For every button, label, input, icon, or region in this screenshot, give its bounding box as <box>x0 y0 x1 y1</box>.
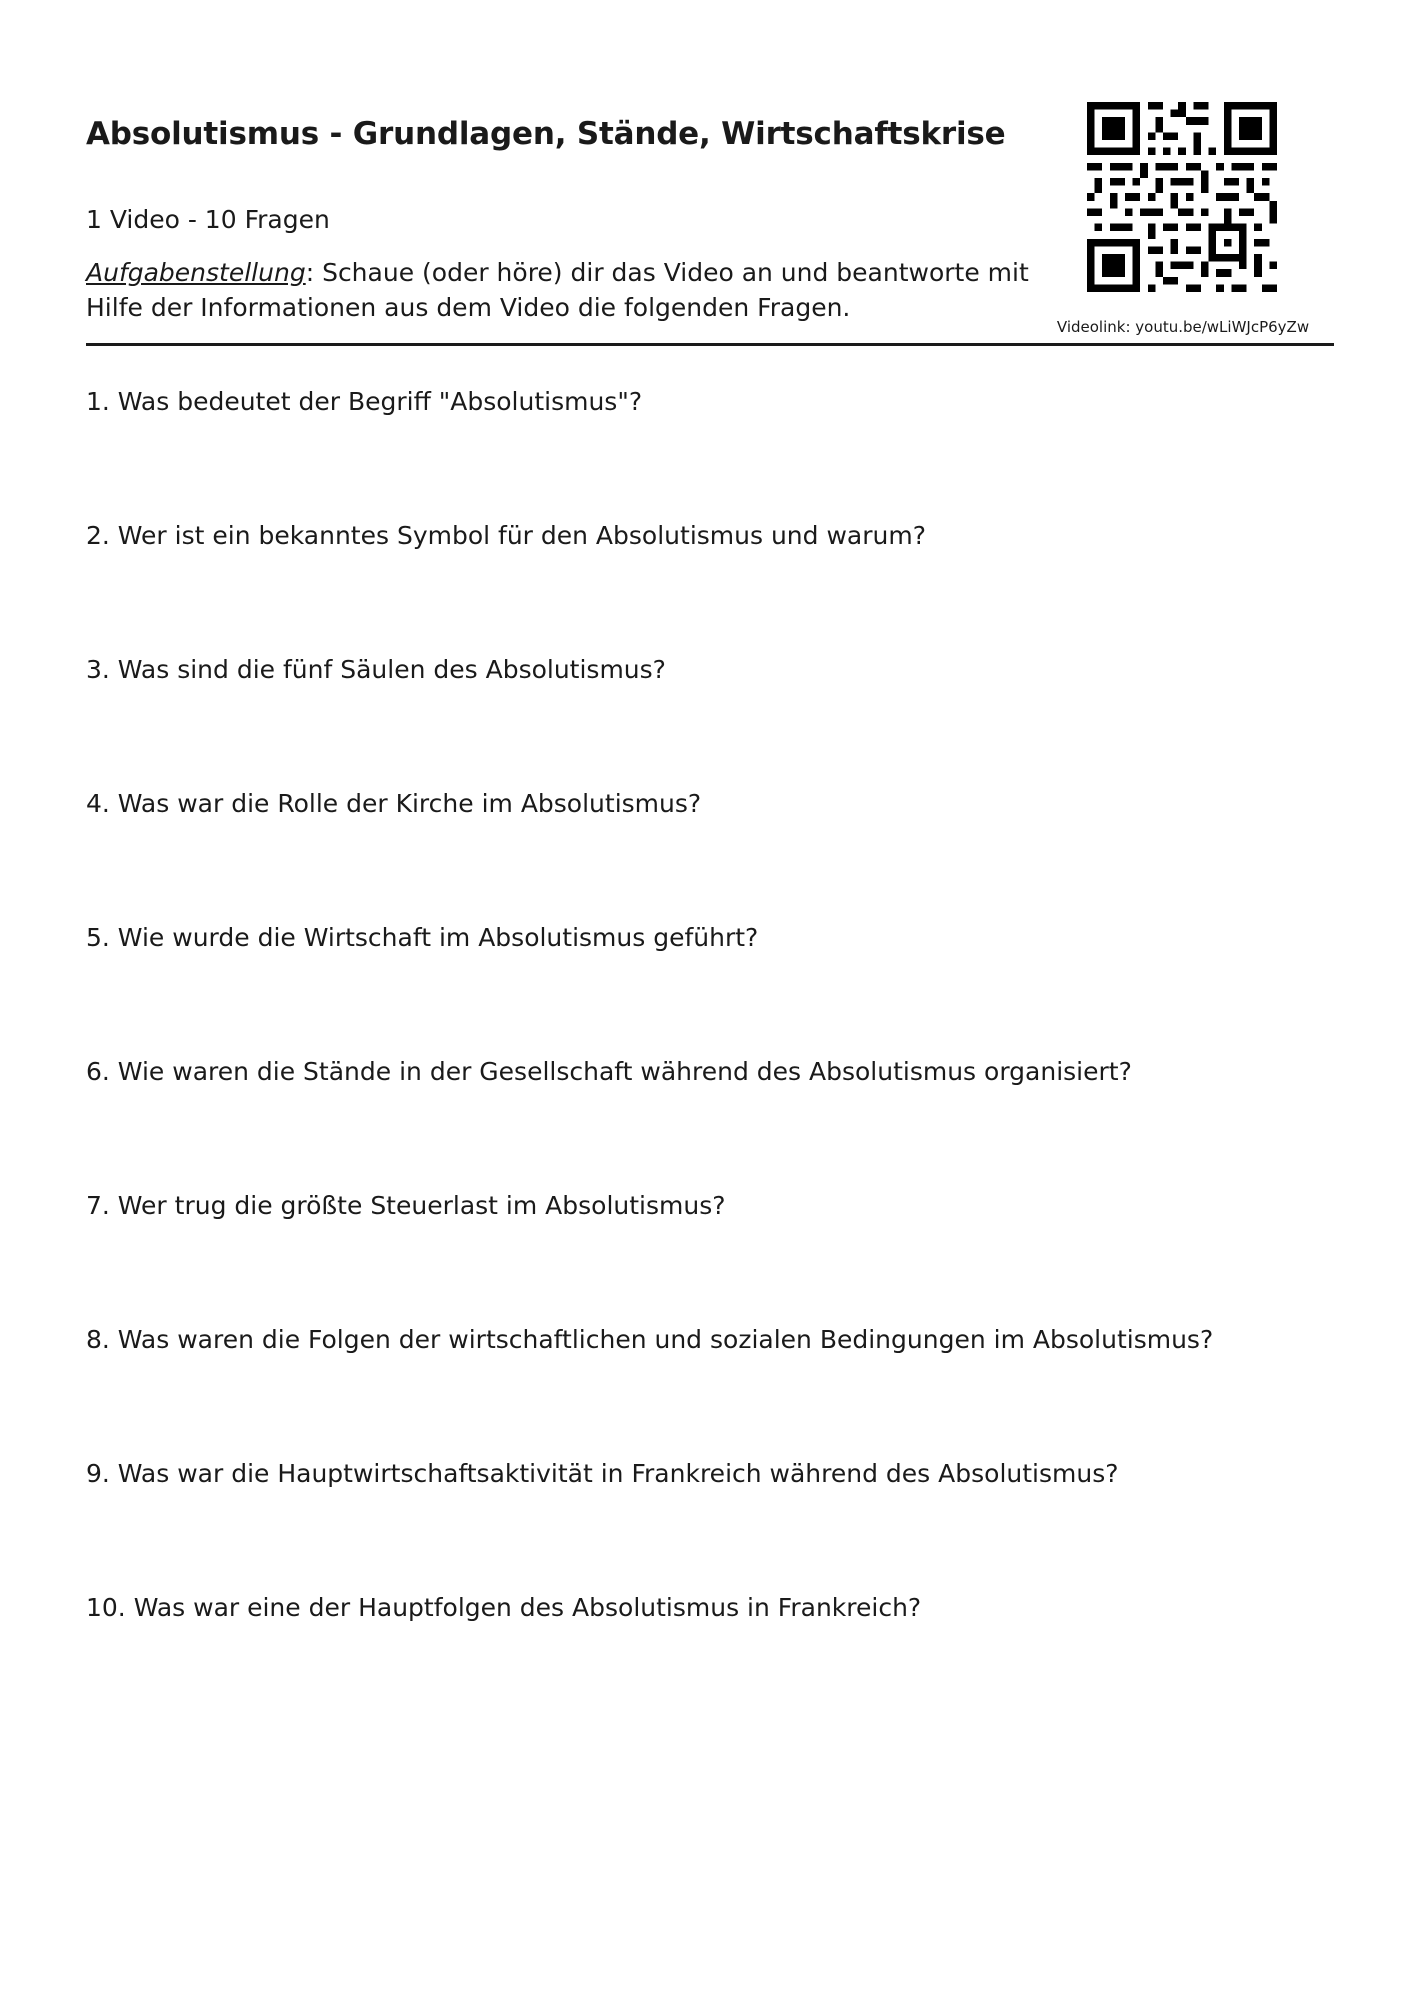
video-link[interactable]: Videolink: youtu.be/wLiWJcP6yZw <box>1056 318 1310 336</box>
page-subtitle: 1 Video - 10 Fragen <box>86 205 330 234</box>
question-5: 5. Wie wurde die Wirtschaft im Absolutismus geführt? <box>86 923 759 952</box>
question-6: 6. Wie waren die Stände in der Gesellschaft während des Absolutismus organisiert? <box>86 1057 1132 1086</box>
question-8: 8. Was waren die Folgen der wirtschaftlichen und sozialen Bedingungen im Absolutismus? <box>86 1325 1214 1354</box>
header-divider <box>86 343 1334 346</box>
qr-code-icon[interactable] <box>1087 102 1277 292</box>
page-title: Absolutismus - Grundlagen, Stände, Wirtschaftskrise <box>86 116 1006 152</box>
question-1: 1. Was bedeutet der Begriff "Absolutismus"? <box>86 387 643 416</box>
instructions <box>86 255 1046 325</box>
question-3: 3. Was sind die fünf Säulen des Absolutismus? <box>86 655 666 684</box>
question-9: 9. Was war die Hauptwirtschaftsaktivität in Frankreich während des Absolutismus? <box>86 1459 1119 1488</box>
question-10: 10. Was war eine der Hauptfolgen des Absolutismus in Frankreich? <box>86 1593 922 1622</box>
question-4: 4. Was war die Rolle der Kirche im Absolutismus? <box>86 789 702 818</box>
instructions-label: Aufgabenstellung <box>86 258 306 287</box>
question-list <box>86 387 1213 1727</box>
instructions-text: : Schaue (oder höre) dir das Video an und beantworte mit Hilfe der Informationen aus dem Video die folgenden Fragen. <box>86 258 1029 322</box>
question-2: 2. Wer ist ein bekanntes Symbol für den Absolutismus und warum? <box>86 521 926 550</box>
question-7: 7. Wer trug die größte Steuerlast im Absolutismus? <box>86 1191 726 1220</box>
